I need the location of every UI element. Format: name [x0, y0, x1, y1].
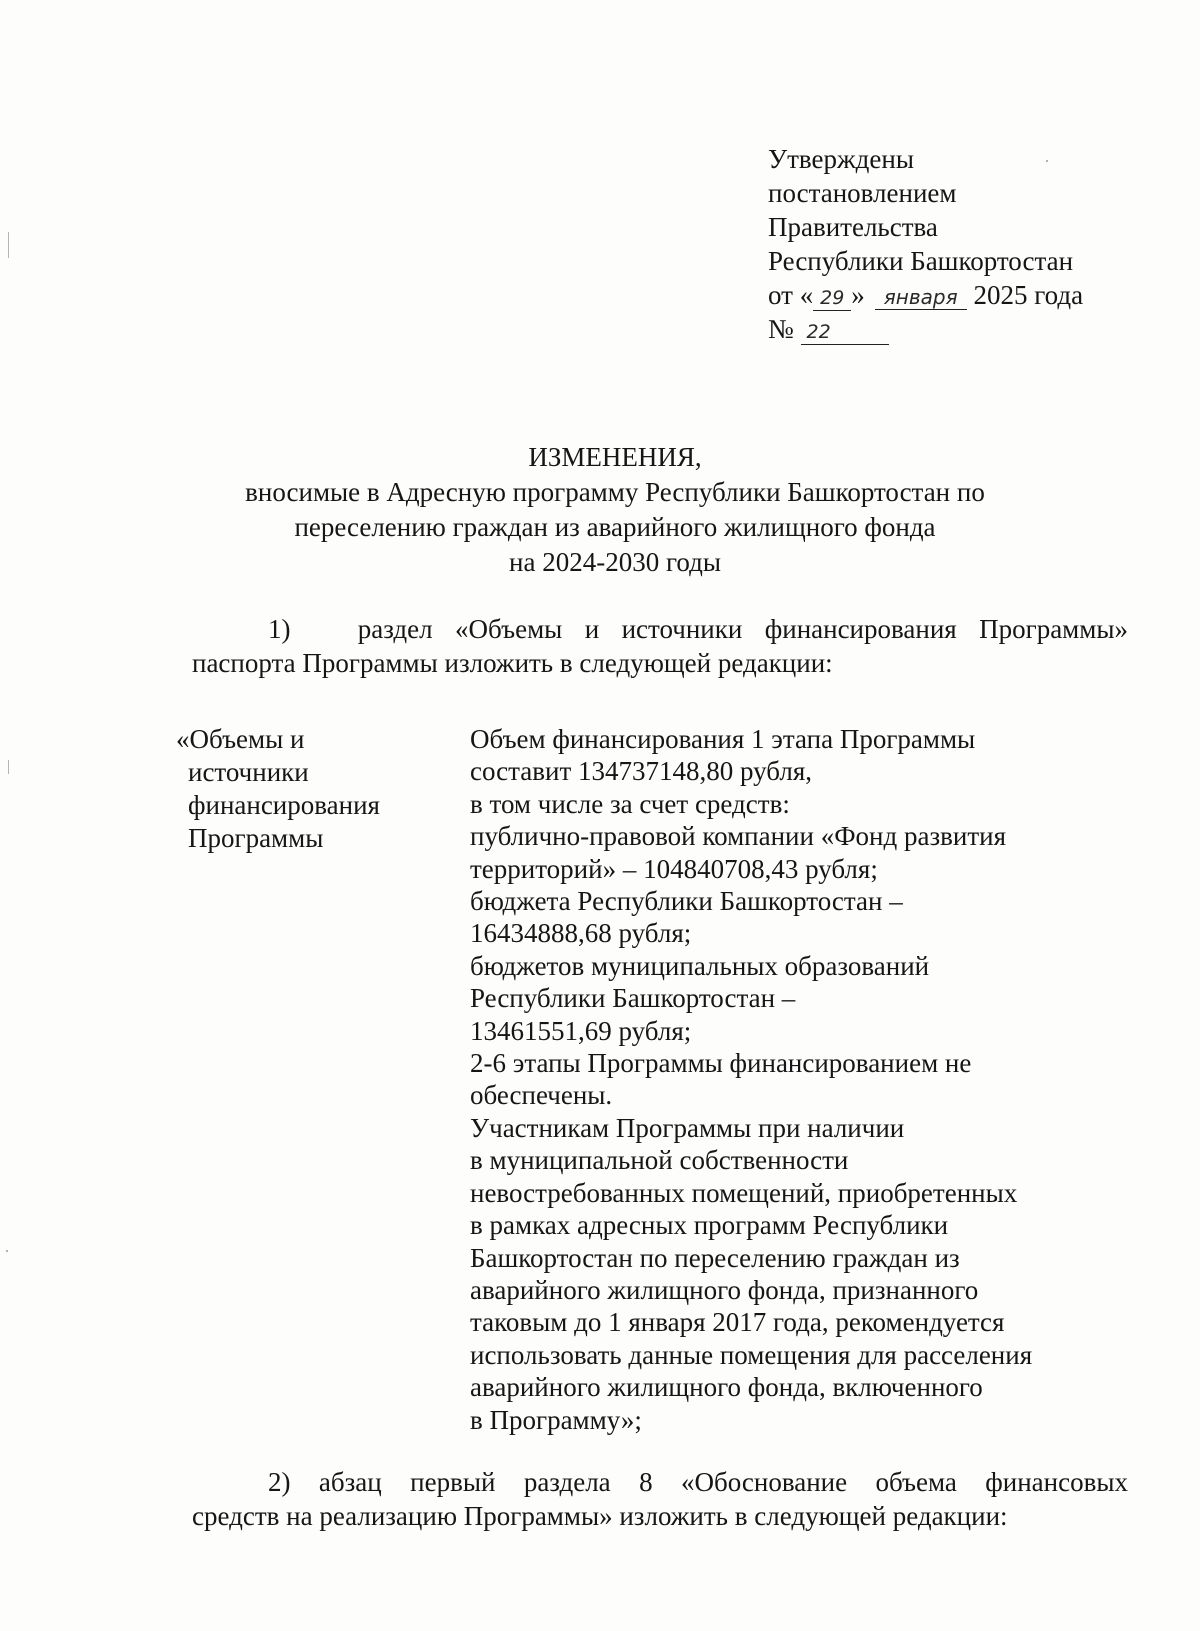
passport-text-line: Башкортостан по переселению граждан из [470, 1242, 960, 1273]
item-2-line-1: 2) абзац первый раздела 8 «Обоснование объема финансовых [268, 1467, 1128, 1497]
passport-text-line: в муниципальной собственности [470, 1145, 849, 1176]
title-line-2: переселению граждан из аварийного жилищного фонда [294, 512, 936, 542]
passport-text-line: в рамках адресных программ Республики [470, 1210, 949, 1241]
passport-label-line: Программы [188, 823, 324, 853]
document-title [150, 440, 1080, 580]
approval-block [768, 142, 1168, 346]
item-2-line-2: средств на реализацию Программы» изложить в следующей редакции: [192, 1501, 1008, 1531]
passport-text-line: территорий» – 104840708,43 рубля; [470, 853, 878, 884]
approval-date-month: января [875, 285, 967, 310]
approval-date [768, 278, 1168, 312]
passport-text-column [470, 723, 1090, 1436]
passport-text-line: таковым до 1 января 2017 года, рекомендуется [470, 1307, 1005, 1338]
approval-date-day: 29 [813, 286, 851, 311]
item-1-line-2: паспорта Программы изложить в следующей редакции: [192, 648, 833, 678]
approval-line-republic: Республики Башкортостан [768, 246, 1074, 276]
passport-text-line: 2-6 этапы Программы финансированием не [470, 1048, 972, 1079]
scan-artifact [8, 232, 9, 258]
approval-date-suffix: 2025 года [966, 280, 1084, 310]
approval-line-resolution: постановлением [768, 178, 957, 208]
title-line-1: вносимые в Адресную программу Республики Башкортостан по [245, 477, 985, 507]
approval-number [768, 312, 1168, 346]
title-heading: ИЗМЕНЕНИЯ, [528, 442, 702, 472]
passport-text-line: аварийного жилищного фонда, признанного [470, 1274, 979, 1305]
approval-line-approved: Утверждены [768, 144, 914, 174]
item-2-paragraph [192, 1465, 1128, 1533]
item-1-line-1: 1) раздел «Объемы и источники финансирования Программы» [268, 614, 1128, 644]
approval-line-government: Правительства [768, 212, 938, 242]
passport-text-line: составит 134737148,80 рубля, [470, 756, 812, 787]
passport-text-line: в том числе за счет средств: [470, 788, 790, 819]
passport-text-line: аварийного жилищного фонда, включенного [470, 1372, 983, 1403]
passport-text-line: 16434888,68 рубля; [470, 918, 692, 949]
passport-text-line: Республики Башкортостан – [470, 983, 796, 1014]
approval-date-close: » [851, 280, 865, 310]
title-line-3: на 2024-2030 годы [509, 547, 721, 577]
passport-label-line: «Объемы и [176, 724, 305, 754]
passport-label-line: финансирования [188, 790, 380, 820]
passport-label-line: источники [188, 757, 309, 787]
passport-text-line: невостребованных помещений, приобретенных [470, 1177, 1018, 1208]
passport-text-line: обеспечены. [470, 1080, 613, 1111]
scan-artifact [8, 760, 9, 774]
passport-text-line: публично-правовой компании «Фонд развития [470, 821, 1006, 852]
passport-text-line: бюджетов муниципальных образований [470, 950, 930, 981]
approval-number-prefix: № [768, 314, 801, 344]
item-1-paragraph [192, 612, 1128, 680]
scan-speck [6, 1250, 8, 1252]
approval-number-value: 22 [801, 320, 889, 345]
passport-text-line: Объем финансирования 1 этапа Программы [470, 724, 976, 754]
passport-text-line: в Программу»; [470, 1404, 642, 1435]
passport-text-line: бюджета Республики Башкортостан – [470, 886, 903, 917]
passport-text-line: использовать данные помещения для расселения [470, 1339, 1033, 1370]
passport-label-column [176, 723, 436, 855]
passport-text-line: Участникам Программы при наличии [470, 1112, 905, 1143]
approval-date-prefix: от « [768, 280, 814, 310]
passport-text-line: 13461551,69 рубля; [470, 1015, 692, 1046]
